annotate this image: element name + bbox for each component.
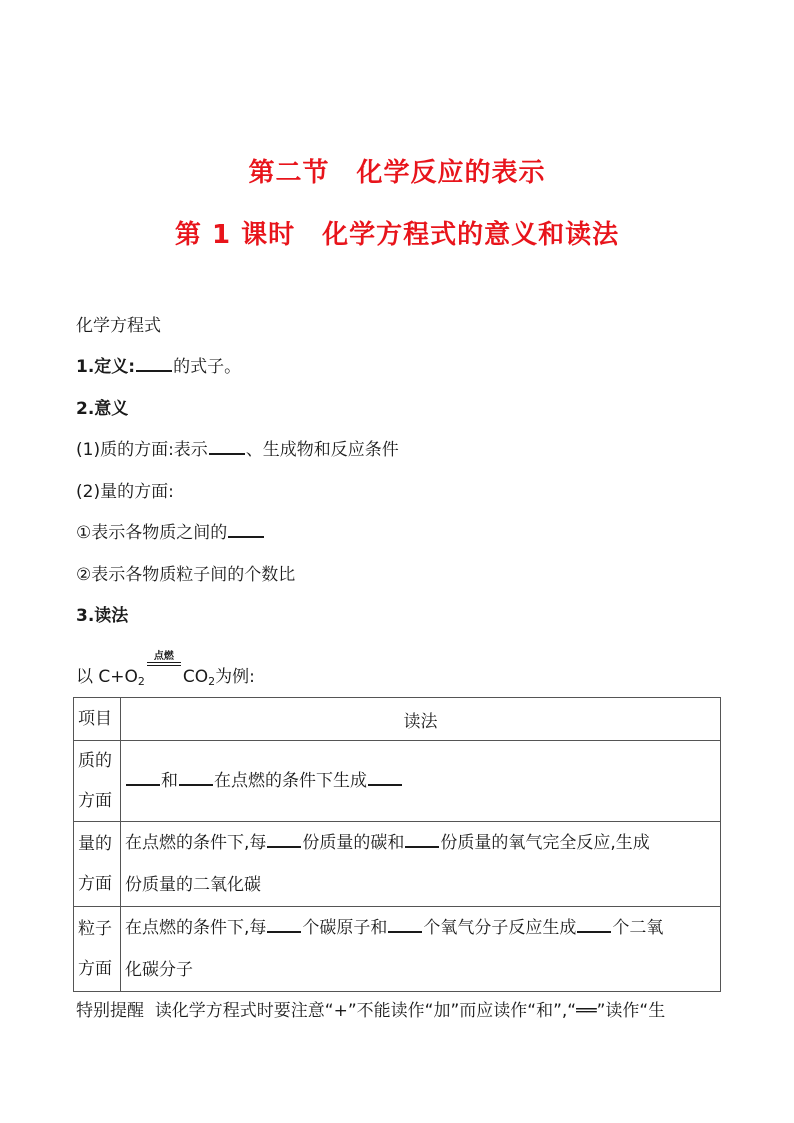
definition-label: 1.定义: — [76, 357, 136, 377]
answer-blank[interactable] — [405, 831, 439, 848]
topic-heading: 化学方程式 — [76, 316, 161, 336]
reading-heading: 3.读法 — [76, 606, 129, 626]
row-content-line — [125, 907, 716, 949]
row-label — [74, 822, 121, 907]
row-content — [121, 907, 721, 992]
special-reminder — [76, 999, 665, 1023]
row-label-line1: 粒子 — [78, 919, 112, 939]
row-text: 和 — [161, 771, 178, 791]
quality-blank[interactable] — [209, 438, 245, 455]
reading-table — [73, 697, 721, 992]
row-content-line — [125, 949, 716, 991]
table-row — [74, 822, 721, 907]
answer-blank[interactable] — [267, 916, 301, 933]
row-label-line1: 质的 — [78, 751, 112, 771]
row-text: 化碳分子 — [125, 960, 193, 980]
table-row — [74, 741, 721, 822]
answer-blank[interactable] — [179, 769, 213, 786]
equal-line-bottom — [147, 665, 181, 666]
section-title: 第二节 化学反应的表示 — [248, 158, 546, 188]
header-item: 项目 — [74, 698, 121, 741]
definition-line — [76, 355, 241, 379]
example-product-subscript: 2 — [208, 675, 216, 688]
quantity-item1-text: ①表示各物质之间的 — [76, 523, 228, 543]
quantity-heading: (2)量的方面: — [76, 482, 174, 502]
row-text: 个氧气分子反应生成 — [423, 918, 577, 938]
quality-prefix: (1)质的方面:表示 — [76, 440, 208, 460]
equal-line-top — [147, 662, 181, 663]
reminder-text: 读化学方程式时要注意“+”不能读作“加”而应读作“和”,“══”读作“生 — [154, 1001, 666, 1021]
table-row — [74, 907, 721, 992]
quality-suffix: 、生成物和反应条件 — [245, 440, 399, 460]
row-text: 在点燃的条件下,每 — [125, 833, 267, 853]
quantity-item1-line — [76, 521, 265, 545]
row-content-line — [125, 864, 716, 906]
row-label-line2: 方面 — [78, 874, 112, 894]
example-reactants: 以 C+O — [76, 667, 138, 687]
reaction-condition: 点燃 — [153, 651, 174, 662]
table-header-row — [74, 698, 721, 741]
row-text: 份质量的碳和 — [302, 833, 405, 853]
row-text: 个二氧 — [612, 918, 664, 938]
row-label-line2: 方面 — [78, 959, 112, 979]
answer-blank[interactable] — [267, 831, 301, 848]
row-label — [74, 907, 121, 992]
lesson-title: 第 1 课时 化学方程式的意义和读法 — [174, 220, 620, 250]
meaning-heading: 2.意义 — [76, 399, 129, 419]
definition-suffix: 的式子。 — [173, 357, 242, 377]
answer-blank[interactable] — [368, 769, 402, 786]
answer-blank[interactable] — [388, 916, 422, 933]
reminder-label: 特别提醒 — [76, 1001, 144, 1021]
example-product: CO — [182, 667, 209, 687]
definition-blank[interactable] — [136, 355, 172, 372]
row-label-line1: 量的 — [78, 834, 112, 854]
row-label-line2: 方面 — [78, 791, 112, 811]
row-content-line — [125, 822, 716, 864]
row-text: 份质量的氧气完全反应,生成 — [440, 833, 650, 853]
row-content — [121, 822, 721, 907]
reaction-arrow — [147, 651, 181, 682]
example-reactant-subscript: 2 — [137, 675, 145, 688]
row-text: 份质量的二氧化碳 — [125, 875, 261, 895]
row-label — [74, 741, 121, 822]
quantity-item1-blank[interactable] — [228, 521, 264, 538]
answer-blank[interactable] — [126, 769, 160, 786]
quantity-item2-line: ②表示各物质粒子间的个数比 — [76, 565, 296, 585]
example-suffix: 为例: — [215, 667, 255, 687]
header-reading: 读法 — [121, 698, 721, 741]
row-text: 在点燃的条件下,每 — [125, 918, 267, 938]
quality-line — [76, 438, 399, 462]
row-content — [121, 741, 721, 822]
row-text: 个碳原子和 — [302, 918, 388, 938]
answer-blank[interactable] — [577, 916, 611, 933]
row-text: 在点燃的条件下生成 — [214, 771, 367, 791]
reading-example-line — [76, 651, 255, 694]
